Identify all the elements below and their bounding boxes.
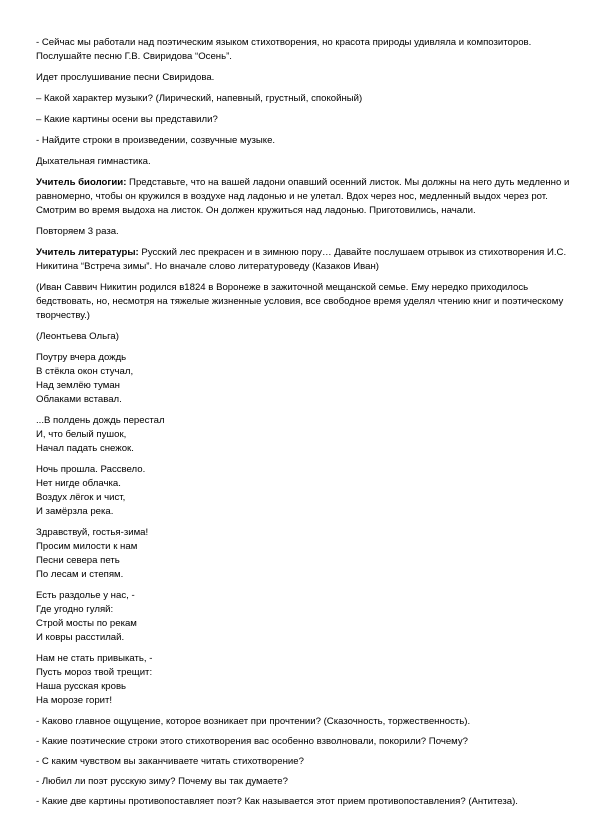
poem-stanza <box>36 414 576 456</box>
biology-teacher-paragraph <box>36 176 576 218</box>
poem-line: Ночь прошла. Рассвело. <box>36 464 146 475</box>
reader-name: (Леонтьева Ольга) <box>36 331 119 342</box>
poem-line: И ковры расстилай. <box>36 632 125 643</box>
literature-teacher-label: Учитель литературы: <box>36 247 139 258</box>
task-find-lines: - Найдите строки в произведении, созвучные музыке. <box>36 135 276 146</box>
poem-stanza <box>36 652 576 708</box>
poem-line: Пусть мороз твой трещит: <box>36 667 153 678</box>
poem-stanza <box>36 463 576 519</box>
poem-stanza <box>36 526 576 582</box>
poem-stanza <box>36 589 576 645</box>
poem <box>36 351 576 708</box>
breathing-exercise-heading: Дыхательная гимнастика. <box>36 156 151 167</box>
poem-line: На морозе горит! <box>36 695 113 706</box>
literature-teacher-paragraph <box>36 246 576 274</box>
poem-line: Строй мосты по рекам <box>36 618 137 629</box>
question-antithesis: - Какие две картины противопоставляет поэт? Как называется этот прием противопоставления? (Антитеза). <box>36 796 518 807</box>
poem-line: По лесам и степям. <box>36 569 124 580</box>
biology-teacher-label: Учитель биологии: <box>36 177 127 188</box>
document-page <box>36 36 576 815</box>
question-final-feeling: - С каким чувством вы заканчиваете читать стихотворение? <box>36 756 304 767</box>
poem-stanza <box>36 351 576 407</box>
intro-paragraph: - Сейчас мы работали над поэтическим языком стихотворения, но красота природы удивляла и композиторов. Послушайте песню Г.В. Свиридова “Осень”. <box>36 37 532 62</box>
poem-line: В стёкла окон стучал, <box>36 366 134 377</box>
biography-note: (Иван Саввич Никитин родился в1824 в Воронеже в зажиточной мещанской семье. Ему нередко приходилось бедствовать, но, несмотря на тяжелые жизненные условия, все свободное время уделял чтению книг и поэтическому творчеству.) <box>36 282 564 321</box>
poem-line: И, что белый пушок, <box>36 429 127 440</box>
poem-line: Наша русская кровь <box>36 681 127 692</box>
biology-teacher-text: Представьте, что на вашей ладони опавший осенний листок. Мы должны на него дуть медленно и равномерно, чтобы он кружился в воздухе над ладонью и не улетал. Вдох через нос, медленный выдох через рот. Смотрим во время выдоха на листок. Он должен кружиться над ладонью. Приготовились, начали. <box>36 177 570 216</box>
poem-line: Облаками вставал. <box>36 394 122 405</box>
question-main-feeling: - Каково главное ощущение, которое возникает при прочтении? (Сказочность, торжественность). <box>36 716 471 727</box>
poem-line: Над землёю туман <box>36 380 120 391</box>
poem-line: Песни севера петь <box>36 555 120 566</box>
poem-line: Начал падать снежок. <box>36 443 134 454</box>
poem-line: ...В полдень дождь перестал <box>36 415 165 426</box>
poem-line: Воздух лёгок и чист, <box>36 492 126 503</box>
poem-line: И замёрзла река. <box>36 506 114 517</box>
poem-line: Где угодно гуляй: <box>36 604 114 615</box>
poem-line: Есть раздолье у нас, - <box>36 590 135 601</box>
question-autumn-pictures: – Какие картины осени вы представили? <box>36 114 218 125</box>
question-music-character: – Какой характер музыки? (Лирический, напевный, грустный, спокойный) <box>36 93 363 104</box>
poem-line: Просим милости к нам <box>36 541 138 552</box>
poem-line: Поутру вчера дождь <box>36 352 127 363</box>
poem-line: Нам не стать привыкать, - <box>36 653 153 664</box>
listening-note: Идет прослушивание песни Свиридова. <box>36 72 215 83</box>
poem-line: Нет нигде облачка. <box>36 478 121 489</box>
literature-teacher-text: Русский лес прекрасен и в зимнюю пору… Давайте послушаем отрывок из стихотворения И.С. Никитина “Встреча зимы”. Но вначале слово литературоведу (Казаков Иван) <box>36 247 567 272</box>
repeat-note: Повторяем 3 раза. <box>36 226 119 237</box>
poem-line: Здравствуй, гостья-зима! <box>36 527 149 538</box>
question-poet-love-winter: - Любил ли поэт русскую зиму? Почему вы так думаете? <box>36 776 288 787</box>
question-touching-lines: - Какие поэтические строки этого стихотворения вас особенно взволновали, покорили? Почему? <box>36 736 468 747</box>
